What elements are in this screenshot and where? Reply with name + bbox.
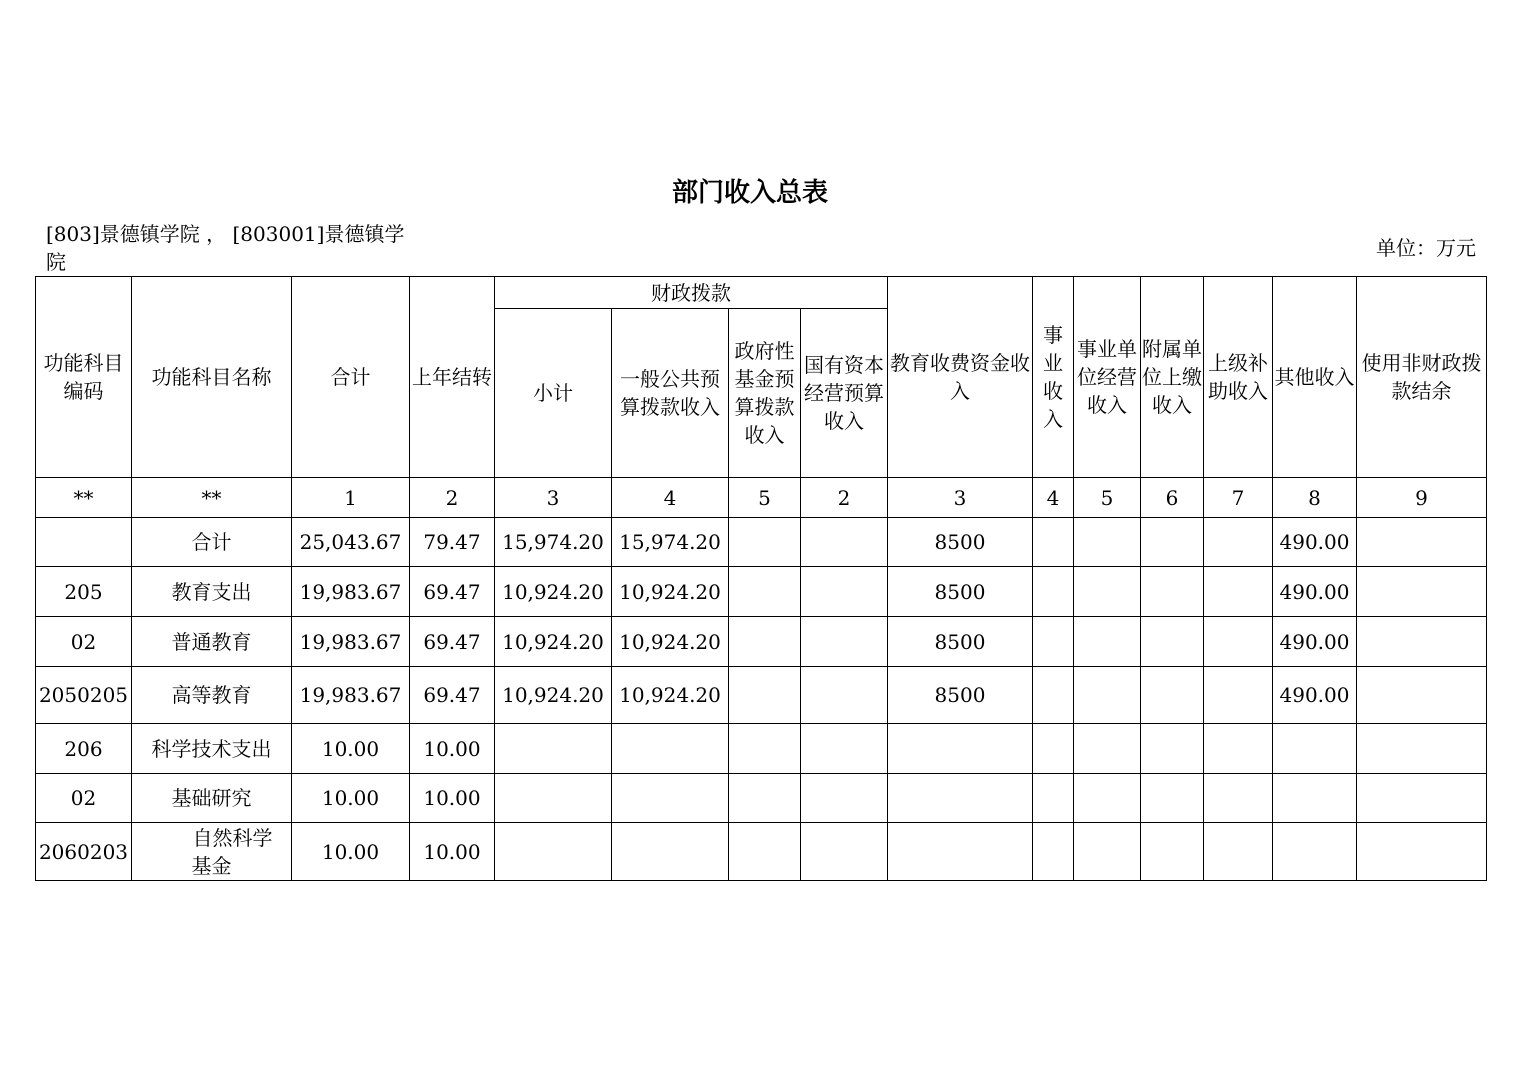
row-code: 02 [36, 617, 132, 667]
row-name: 普通教育 [132, 617, 292, 667]
row-name: 基础研究 [132, 774, 292, 823]
index-cell: 2 [801, 478, 888, 518]
header-gov-fund: 政府性基金预算拨款收入 [729, 309, 801, 478]
row-name: 教育支出 [132, 567, 292, 617]
row-non-fiscal [1357, 774, 1487, 823]
row-code: 205 [36, 567, 132, 617]
row-other [1273, 774, 1357, 823]
row-edu-fee [888, 774, 1033, 823]
index-cell: 7 [1204, 478, 1273, 518]
row-state-capital [801, 774, 888, 823]
table-row [36, 518, 1487, 567]
index-cell: 4 [1033, 478, 1074, 518]
row-gov-fund [729, 518, 801, 567]
row-general: 10,924.20 [612, 567, 729, 617]
row-general [612, 823, 729, 881]
index-cell: 8 [1273, 478, 1357, 518]
row-unit-operating [1074, 667, 1141, 724]
index-cell: 6 [1141, 478, 1204, 518]
row-unit-operating [1074, 724, 1141, 774]
row-business [1033, 518, 1074, 567]
row-business [1033, 724, 1074, 774]
row-total: 10.00 [292, 724, 410, 774]
header-state-capital: 国有资本经营预算收入 [801, 309, 888, 478]
row-subtotal: 10,924.20 [495, 617, 612, 667]
row-non-fiscal [1357, 617, 1487, 667]
header-fiscal-group: 财政拨款 [495, 277, 888, 309]
row-state-capital [801, 823, 888, 881]
row-code: 2060203 [36, 823, 132, 881]
row-subtotal: 15,974.20 [495, 518, 612, 567]
index-cell: 5 [729, 478, 801, 518]
row-gov-fund [729, 774, 801, 823]
row-other [1273, 724, 1357, 774]
row-code: 02 [36, 774, 132, 823]
row-name-line2: 基金 [191, 853, 232, 878]
unit-label: 单位：万元 [1376, 236, 1476, 260]
row-state-capital [801, 518, 888, 567]
row-name-line1: 自然科学 [192, 825, 273, 850]
row-general [612, 724, 729, 774]
row-total: 19,983.67 [292, 567, 410, 617]
row-total: 10.00 [292, 774, 410, 823]
row-business [1033, 617, 1074, 667]
row-total: 19,983.67 [292, 617, 410, 667]
row-superior [1204, 667, 1273, 724]
row-non-fiscal [1357, 667, 1487, 724]
header-affiliated: 附属单位上缴收入 [1141, 277, 1204, 478]
row-business [1033, 774, 1074, 823]
row-general [612, 774, 729, 823]
row-carryover: 69.47 [410, 617, 495, 667]
row-business [1033, 567, 1074, 617]
row-affiliated [1141, 774, 1204, 823]
row-business [1033, 823, 1074, 881]
row-gov-fund [729, 617, 801, 667]
row-general: 10,924.20 [612, 617, 729, 667]
row-other: 490.00 [1273, 518, 1357, 567]
table-row [36, 567, 1487, 617]
table-row [36, 667, 1487, 724]
row-unit-operating [1074, 567, 1141, 617]
row-gov-fund [729, 667, 801, 724]
row-general: 15,974.20 [612, 518, 729, 567]
header-general-budget: 一般公共预算拨款收入 [612, 309, 729, 478]
row-carryover: 10.00 [410, 724, 495, 774]
index-cell: 2 [410, 478, 495, 518]
row-superior [1204, 617, 1273, 667]
row-state-capital [801, 667, 888, 724]
header-other: 其他收入 [1273, 277, 1357, 478]
row-affiliated [1141, 724, 1204, 774]
index-cell: 3 [495, 478, 612, 518]
header-carryover: 上年结转 [410, 277, 495, 478]
header-non-fiscal-balance: 使用非财政拨款结余 [1357, 277, 1487, 478]
index-cell: 1 [292, 478, 410, 518]
row-non-fiscal [1357, 518, 1487, 567]
row-gov-fund [729, 724, 801, 774]
row-subtotal: 10,924.20 [495, 667, 612, 724]
index-cell: 5 [1074, 478, 1141, 518]
row-affiliated [1141, 823, 1204, 881]
row-name: 科学技术支出 [132, 724, 292, 774]
row-superior [1204, 518, 1273, 567]
index-cell: ** [132, 478, 292, 518]
row-superior [1204, 567, 1273, 617]
row-name [132, 823, 292, 881]
organization-label: [803]景德镇学院 ， [803001]景德镇学院 [46, 222, 405, 274]
row-subtotal [495, 774, 612, 823]
row-state-capital [801, 617, 888, 667]
table-row [36, 724, 1487, 774]
row-non-fiscal [1357, 724, 1487, 774]
row-unit-operating [1074, 823, 1141, 881]
row-name: 高等教育 [132, 667, 292, 724]
row-unit-operating [1074, 617, 1141, 667]
row-edu-fee: 8500 [888, 518, 1033, 567]
header-fiscal-subtotal: 小计 [495, 309, 612, 478]
row-subtotal [495, 823, 612, 881]
row-carryover: 10.00 [410, 823, 495, 881]
row-subtotal [495, 724, 612, 774]
row-subtotal: 10,924.20 [495, 567, 612, 617]
row-state-capital [801, 724, 888, 774]
index-cell: 9 [1357, 478, 1487, 518]
row-superior [1204, 774, 1273, 823]
row-edu-fee: 8500 [888, 667, 1033, 724]
row-carryover: 69.47 [410, 567, 495, 617]
row-total: 10.00 [292, 823, 410, 881]
row-code: 206 [36, 724, 132, 774]
row-carryover: 10.00 [410, 774, 495, 823]
row-other [1273, 823, 1357, 881]
row-affiliated [1141, 518, 1204, 567]
row-edu-fee [888, 724, 1033, 774]
row-non-fiscal [1357, 823, 1487, 881]
header-total: 合计 [292, 277, 410, 478]
row-other: 490.00 [1273, 567, 1357, 617]
income-summary-table [35, 276, 1487, 881]
row-other: 490.00 [1273, 667, 1357, 724]
table-row [36, 617, 1487, 667]
row-non-fiscal [1357, 567, 1487, 617]
row-edu-fee: 8500 [888, 617, 1033, 667]
header-edu-fee: 教育收费资金收入 [888, 277, 1033, 478]
row-carryover: 79.47 [410, 518, 495, 567]
header-name: 功能科目名称 [132, 277, 292, 478]
header-code: 功能科目编码 [36, 277, 132, 478]
index-cell: ** [36, 478, 132, 518]
row-code [36, 518, 132, 567]
row-gov-fund [729, 567, 801, 617]
header-superior-subsidy: 上级补助收入 [1204, 277, 1273, 478]
row-superior [1204, 724, 1273, 774]
row-code: 2050205 [36, 667, 132, 724]
row-gov-fund [729, 823, 801, 881]
row-edu-fee [888, 823, 1033, 881]
row-unit-operating [1074, 518, 1141, 567]
row-total: 19,983.67 [292, 667, 410, 724]
row-general: 10,924.20 [612, 667, 729, 724]
table-row [36, 774, 1487, 823]
row-affiliated [1141, 617, 1204, 667]
index-cell: 4 [612, 478, 729, 518]
header-unit-operating: 事业单位经营收入 [1074, 277, 1141, 478]
row-edu-fee: 8500 [888, 567, 1033, 617]
row-superior [1204, 823, 1273, 881]
row-other: 490.00 [1273, 617, 1357, 667]
header-business: 事业收入 [1033, 277, 1074, 478]
row-unit-operating [1074, 774, 1141, 823]
table-row [36, 823, 1487, 881]
row-carryover: 69.47 [410, 667, 495, 724]
row-total: 25,043.67 [292, 518, 410, 567]
page-title: 部门收入总表 [671, 178, 828, 208]
row-affiliated [1141, 567, 1204, 617]
row-affiliated [1141, 667, 1204, 724]
row-state-capital [801, 567, 888, 617]
row-name: 合计 [132, 518, 292, 567]
index-cell: 3 [888, 478, 1033, 518]
row-business [1033, 667, 1074, 724]
